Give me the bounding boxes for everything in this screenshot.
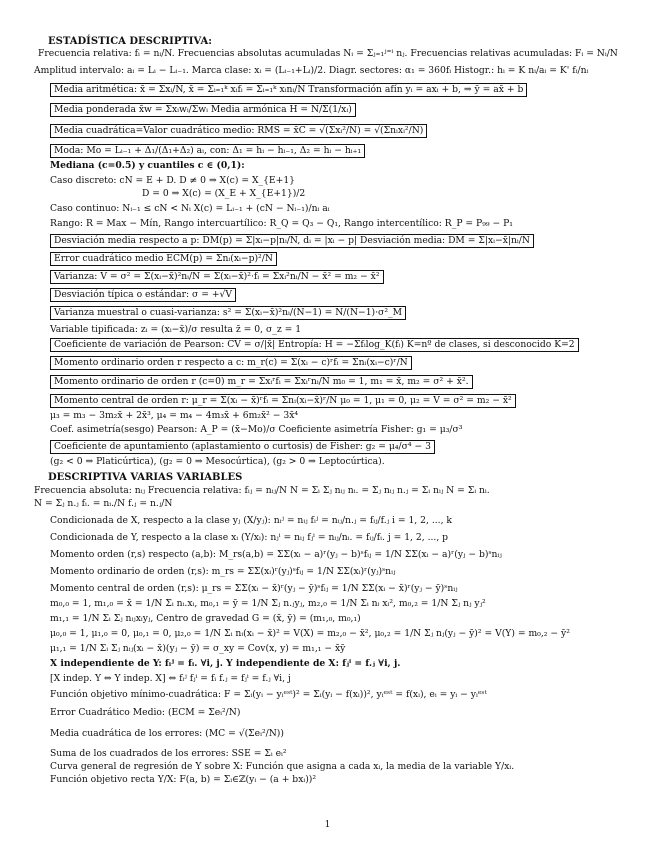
section-title-multivariate: DESCRIPTIVA VARIAS VARIABLES: [48, 472, 243, 483]
formula-box: Momento ordinario orden r respecto a c: m_r(c) = Σ(xᵢ − c)ʳfᵢ = Σnᵢ(xᵢ−c)ʳ/N: [50, 356, 412, 370]
formula-box: Momento ordinario de orden r (c=0) m_r = Σxᵢʳfᵢ = Σxᵢʳnᵢ/N m₀ = 1, m₁ = x̄, m₂ = σ² + x̄².: [50, 375, 473, 389]
formula-line: Momento orden (r,s) respecto (a,b): M_rs(a,b) = ΣΣ(xᵢ − a)ʳ(yⱼ − b)ˢfᵢⱼ = 1/N ΣΣ(xᵢ − a)ʳ(yⱼ − b)ˢnᵢⱼ: [50, 549, 502, 560]
formula-line: Caso discreto: cN = E + D. D ≠ 0 ⇒ X(c) = X_{E+1}: [50, 175, 296, 186]
formula-line: Momento ordinario de orden (r,s): m_rs = ΣΣ(xᵢ)ʳ(yⱼ)ˢfᵢⱼ = 1/N ΣΣ(xᵢ)ʳ(yⱼ)ˢnᵢⱼ: [50, 566, 396, 577]
formula-line: (g₂ < 0 ⇒ Platicúrtica), (g₂ = 0 ⇒ Mesocúrtica), (g₂ > 0 ⇒ Leptocúrtica).: [50, 456, 385, 467]
formula-box: Varianza: V = σ² = Σ(xᵢ−x̄)²nᵢ/N = Σ(xᵢ−x̄)²·fᵢ = Σxᵢ²nᵢ/N − x̄² = m₂ − x̄²: [50, 270, 384, 284]
page-number: 1: [324, 820, 331, 830]
formula-box: Desviación media respecto a p: DM(p) = Σ|xᵢ−p|nᵢ/N, dᵢ = |xᵢ − p| Desviación media: DM = Σ|xᵢ−x̄|nᵢ/N: [50, 234, 534, 248]
formula-line: Variable tipificada: zᵢ = (xᵢ−x̄)/σ resulta z̄ = 0, σ_z = 1: [50, 324, 302, 335]
formula-line: Función objetivo recta Y/X: F(a, b) = Σᵢ∈ℤ(yᵢ − (a + bxᵢ))²: [50, 774, 317, 785]
formula-line: Curva general de regresión de Y sobre X: Función que asigna a cada xᵢ, la media de la variable Y/xᵢ.: [50, 761, 515, 772]
formula-box: Momento central de orden r: μ_r = Σ(xᵢ − x̄)ʳfᵢ = Σnᵢ(xᵢ−x̄)ʳ/N μ₀ = 1, μ₁ = 0, μ₂ = V = σ² = m₂ − x̄²: [50, 394, 516, 408]
formula-line: μ₃ = m₃ − 3m₂x̄ + 2x̄³, μ₄ = m₄ − 4m₃x̄ + 6m₂x̄² − 3x̄⁴: [50, 410, 299, 421]
formula-line: Amplitud intervalo: aᵢ = Lᵢ − Lᵢ₋₁. Marca clase: xᵢ = (Lᵢ₋₁+Lᵢ)/2. Diagr. sectores: α₁ = 360fᵢ Histogr.: hᵢ = K nᵢ/aᵢ = K' fᵢ/nᵢ: [34, 65, 589, 76]
formula-box: Media cuadrática=Valor cuadrático medio: RMS = x̄C = √(Σxᵢ²/N) = √(Σnᵢxᵢ²/N): [50, 124, 427, 138]
formula-line: N = Σⱼ n.ⱼ fᵢ. = nᵢ./N f.ⱼ = n.ⱼ/N: [34, 498, 173, 509]
formula-line: Frecuencia relativa: fᵢ = nᵢ/N. Frecuencias absolutas acumuladas Nᵢ = Σⱼ₌₁ʲ⁼ⁱ nⱼ. Frecuencias relativas acumuladas: Fᵢ = Nᵢ/N: [38, 48, 618, 59]
formula-box: Media aritmética: x̄ = Σxᵢ/N, x̄ = Σᵢ₌₁ᵏ xᵢfᵢ = Σᵢ₌₁ᵏ xᵢnᵢ/N Transformación afín yᵢ = axᵢ + b, ⇒ ȳ = ax̄ + b: [50, 83, 527, 97]
section-title-descriptive: ESTADÍSTICA DESCRIPTIVA:: [48, 36, 212, 47]
formula-box: Moda: Mo = Lᵢ₋₁ + Δ₁/(Δ₁+Δ₂) aᵢ, con: Δ₁ = hᵢ − hᵢ₋₁, Δ₂ = hᵢ − hᵢ₊₁: [50, 144, 365, 158]
formula-line: Frecuencia absoluta: nᵢⱼ Frecuencia relativa: fᵢⱼ = nᵢⱼ/N N = Σᵢ Σⱼ nᵢⱼ nᵢ. = Σⱼ nᵢⱼ n.ⱼ = Σᵢ nᵢⱼ N = Σᵢ nᵢ.: [34, 485, 490, 496]
formula-line: μ₀,₀ = 1, μ₁,₀ = 0, μ₀,₁ = 0, μ₂,₀ = 1/N Σᵢ nᵢ(xᵢ − x̄)² = V(X) = m₂,₀ − x̄², μ₀,₂ = 1/N Σⱼ nⱼ(yⱼ − ȳ)² = V(Y) = m₀,₂ − ȳ²: [50, 628, 570, 639]
formula-line: m₀,₀ = 1, m₁,₀ = x̄ = 1/N Σᵢ nᵢ.xᵢ, m₀,₁ = ȳ = 1/N Σⱼ n.ⱼyⱼ, m₂,₀ = 1/N Σᵢ nᵢ xᵢ², m₀,₂ = 1/N Σⱼ nⱼ yⱼ²: [50, 598, 486, 609]
formula-box: Coeficiente de apuntamiento (aplastamiento o curtosis) de Fisher: g₂ = μ₄/σ⁴ − 3: [50, 440, 435, 454]
formula-line: Condicionada de X, respecto a la clase yⱼ (X/yⱼ): nᵢʲ = nᵢⱼ fᵢʲ = nᵢⱼ/n.ⱼ = fᵢⱼ/f.ⱼ i = 1, 2, ..., k: [50, 515, 452, 526]
formula-box: Coeficiente de variación de Pearson: CV = σ/|x̄| Entropía: H = −Σfᵢlog_K(fᵢ) K=nº de clases, si desconocido K=2: [50, 338, 579, 352]
formula-line: D = 0 ⇒ X(c) = (X_E + X_{E+1})/2: [142, 188, 306, 199]
formula-line: Suma de los cuadrados de los errores: SSE = Σᵢ eᵢ²: [50, 748, 287, 759]
formula-box: Varianza muestral o cuasi-varianza: s² = Σ(xᵢ−x̄)²nᵢ/(N−1) = N/(N−1)·σ²_M: [50, 306, 406, 320]
formula-line: m₁,₁ = 1/N Σᵢ Σⱼ nᵢⱼxᵢyⱼ, Centro de gravedad G = (x̄, ȳ) = (m₁,₀, m₀,₁): [50, 613, 361, 624]
formula-line: Función objetivo mínimo-cuadrática: F = Σᵢ(yᵢ − yᵢᵉˢᵗ)² = Σᵢ(yᵢ − f(xᵢ))², yᵢᵉˢᵗ = f(xᵢ), eᵢ = yᵢ − yᵢᵉˢᵗ: [50, 689, 487, 700]
formula-box: Media ponderada x̄w = Σxᵢwᵢ/Σwᵢ Media armónica H = N/Σ(1/xᵢ): [50, 103, 356, 117]
formula-line: Rango: R = Max − Mín, Rango intercuartílico: R_Q = Q₃ − Q₁, Rango intercentílico: R_P = P₉₉ − P₁: [50, 218, 513, 229]
formula-line: Error Cuadrático Medio: (ECM = Σeᵢ²/N): [50, 707, 241, 718]
formula-line: Condicionada de Y, respecto a la clase xᵢ (Y/xᵢ): nⱼⁱ = nᵢⱼ fⱼⁱ = nᵢⱼ/nᵢ. = fᵢⱼ/fᵢ. j = 1, 2, ..., p: [50, 532, 449, 543]
formula-line: Mediana (c=0.5) y cuantiles c ∈ (0,1):: [50, 160, 245, 171]
formula-line: μ₁,₁ = 1/N Σᵢ Σⱼ nᵢⱼ(xᵢ − x̄)(yⱼ − ȳ) = σ_xy = Cov(x, y) = m₁,₁ − x̄ȳ: [50, 643, 346, 654]
formula-line: Momento central de orden (r,s): μ_rs = ΣΣ(xᵢ − x̄)ʳ(yⱼ − ȳ)ˢfᵢⱼ = 1/N ΣΣ(xᵢ − x̄)ʳ(yⱼ − ȳ)ˢnᵢⱼ: [50, 583, 458, 594]
formula-line: Coef. asimetría(sesgo) Pearson: A_P = (x̄−Mo)/σ Coeficiente asimetría Fisher: g₁ = μ₃/σ³: [50, 424, 463, 435]
formula-box: Desviación típica o estándar: σ = +√V: [50, 288, 236, 302]
formula-line: Media cuadrática de los errores: (MC = √(Σeᵢ²/N)): [50, 728, 284, 739]
formula-line: [X indep. Y ⇔ Y indep. X] ⇔ fᵢʲ fⱼⁱ = fᵢ f.ⱼ = fⱼⁱ = f.ⱼ ∀i, j: [50, 673, 291, 684]
formula-box: Error cuadrático medio ECM(p) = Σnᵢ(xᵢ−p)²/N: [50, 252, 277, 266]
formula-line: Caso continuo: Nᵢ₋₁ ≤ cN < Nᵢ X(c) = Lᵢ₋₁ + (cN − Nᵢ₋₁)/nᵢ aᵢ: [50, 203, 330, 214]
formula-line: X independiente de Y: fᵢʲ = fᵢ. ∀i, j. Y independiente de X: fⱼⁱ = f.ⱼ ∀i, j.: [50, 658, 401, 669]
